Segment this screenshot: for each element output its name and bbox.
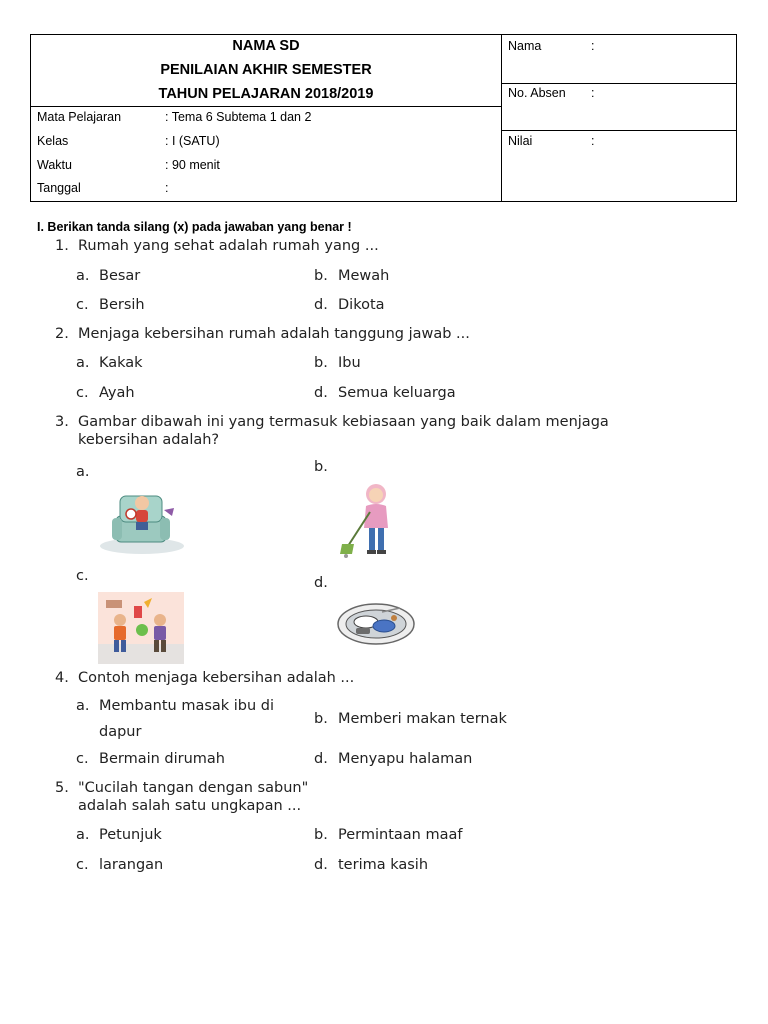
- student-rule-2: [501, 130, 736, 131]
- question-4-number: 4.: [55, 670, 69, 686]
- q2-option-c-letter: c.: [76, 385, 89, 401]
- absen-field: :: [591, 86, 595, 100]
- question-3-text-line-2: kebersihan adalah?: [78, 432, 220, 448]
- dirty-dishes-in-sink-illustration: [334, 598, 416, 648]
- q1-option-a: Besar: [99, 268, 141, 284]
- q3-option-a-letter: a.: [76, 464, 90, 480]
- q3-option-c-letter: c.: [76, 568, 89, 584]
- q1-option-d-letter: d.: [314, 297, 328, 313]
- q5-option-d: terima kasih: [338, 857, 429, 873]
- exam-header-box: [30, 34, 737, 202]
- date-value: :: [165, 181, 169, 195]
- q2-option-b: Ibu: [338, 355, 361, 371]
- q5-option-a-letter: a.: [76, 827, 90, 843]
- subject-value: : Tema 6 Subtema 1 dan 2: [165, 110, 312, 124]
- q5-option-b: Permintaan maaf: [338, 827, 463, 843]
- q4-option-a-line-2: dapur: [99, 724, 142, 740]
- q1-option-b-letter: b.: [314, 268, 328, 284]
- date-label: Tanggal: [37, 181, 81, 195]
- name-label: Nama: [508, 39, 542, 53]
- q4-option-d-letter: d.: [314, 751, 328, 767]
- question-1-text: Rumah yang sehat adalah rumah yang ...: [78, 238, 379, 254]
- q2-option-c: Ayah: [99, 385, 135, 401]
- q5-option-d-letter: d.: [314, 857, 328, 873]
- subject-label: Mata Pelajaran: [37, 110, 122, 124]
- q4-option-d: Menyapu halaman: [338, 751, 473, 767]
- q4-option-b: Memberi makan ternak: [338, 711, 507, 727]
- question-2-number: 2.: [55, 326, 69, 342]
- q1-option-c-letter: c.: [76, 297, 89, 313]
- q3-option-d-letter: d.: [314, 575, 328, 591]
- q1-option-b: Mewah: [338, 268, 390, 284]
- question-5-text-line-1: "Cucilah tangan dengan sabun": [78, 780, 309, 796]
- q1-option-d: Dikota: [338, 297, 385, 313]
- question-4-text: Contoh menjaga kebersihan adalah ...: [78, 670, 355, 686]
- q5-option-c: larangan: [99, 857, 164, 873]
- q2-option-b-letter: b.: [314, 355, 328, 371]
- girl-sweeping-floor-illustration: [336, 482, 396, 560]
- children-playing-illustration: [98, 592, 184, 664]
- question-5-number: 5.: [55, 780, 69, 796]
- question-3-number: 3.: [55, 414, 69, 430]
- q2-option-d-letter: d.: [314, 385, 328, 401]
- q2-option-a: Kakak: [99, 355, 143, 371]
- question-3-text-line-1: Gambar dibawah ini yang termasuk kebiasaan yang baik dalam menjaga: [78, 414, 609, 430]
- name-field: :: [591, 39, 595, 53]
- question-5-text-line-2: adalah salah satu ungkapan ...: [78, 798, 302, 814]
- q4-option-c: Bermain dirumah: [99, 751, 225, 767]
- q2-option-d: Semua keluarga: [338, 385, 456, 401]
- score-label: Nilai: [508, 134, 533, 148]
- question-1-number: 1.: [55, 238, 69, 254]
- question-2-text: Menjaga kebersihan rumah adalah tanggung jawab ...: [78, 326, 470, 342]
- student-rule-1: [501, 83, 736, 84]
- q4-option-a-line-1: Membantu masak ibu di: [99, 698, 275, 714]
- score-field: :: [591, 134, 595, 148]
- section-instruction: I. Berikan tanda silang (x) pada jawaban yang benar !: [37, 220, 352, 234]
- class-value: : I (SATU): [165, 134, 220, 148]
- class-label: Kelas: [37, 134, 69, 148]
- school-year: TAHUN PELAJARAN 2018/2019: [158, 86, 374, 102]
- header-rule: [31, 106, 501, 107]
- q4-option-c-letter: c.: [76, 751, 89, 767]
- q4-option-a-letter: a.: [76, 698, 90, 714]
- header-divider: [501, 35, 502, 201]
- q5-option-c-letter: c.: [76, 857, 89, 873]
- time-value: : 90 menit: [165, 158, 220, 172]
- time-label: Waktu: [37, 158, 72, 172]
- q1-option-c: Bersih: [99, 297, 145, 313]
- absen-label: No. Absen: [508, 86, 566, 100]
- school-name: NAMA SD: [232, 38, 300, 54]
- q2-option-a-letter: a.: [76, 355, 90, 371]
- q1-option-a-letter: a.: [76, 268, 90, 284]
- q3-option-b-letter: b.: [314, 459, 328, 475]
- q5-option-b-letter: b.: [314, 827, 328, 843]
- q5-option-a: Petunjuk: [99, 827, 162, 843]
- exam-title: PENILAIAN AKHIR SEMESTER: [160, 62, 372, 78]
- child-on-armchair-illustration: [98, 488, 186, 556]
- q4-option-b-letter: b.: [314, 711, 328, 727]
